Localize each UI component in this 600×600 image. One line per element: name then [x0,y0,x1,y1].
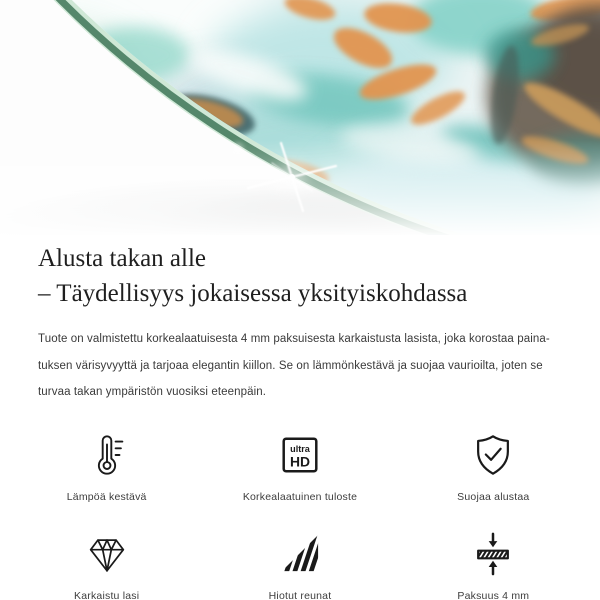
feature-grid [10,432,590,600]
hero-image-container [0,0,600,235]
section-title-line2: – Täydellisyys jokaisessa yksityiskohdassa [38,280,468,307]
section-title-line1: Alusta takan alle [38,245,206,272]
feature-label: Korkealaatuinen tuloste [242,490,358,503]
feature-label: Paksuus 4 mm [457,589,530,600]
shield-check-icon [470,432,516,478]
product-image [0,0,600,235]
feature-heat-resistant [10,432,203,503]
hd-badge-text: HD [289,453,311,469]
feature-tempered-glass [10,531,203,600]
description-paragraph [38,326,580,406]
feature-label: Karkaistu lasi [74,589,140,600]
feature-protects-surface [397,432,590,503]
feature-label: Lämpöä kestävä [66,490,147,503]
feature-label: Suojaa alustaa [457,490,530,503]
diamond-icon [84,531,130,577]
ultra-badge-text: ultra [290,443,310,454]
feature-thickness [397,531,590,600]
polished-edges-icon [277,531,323,577]
section-title [38,241,580,311]
thermometer-icon [84,432,130,478]
feature-polished-edges [203,531,396,600]
description-line1: Tuote on valmistettu korkealaatuisesta 4 mm paksuisesta karkaistusta lasista, joka korostaa paina- [38,333,550,345]
ultra-hd-badge-icon [277,432,323,478]
description-line2: tuksen värisyvyyttä ja tarjoaa elegantin kiillon. Se on lämmönkestävä ja suojaa vaurioilta, joten se [38,359,543,372]
description-line3: turvaa takan ympäristön vuosiksi eteenpäin. [38,386,267,398]
feature-high-quality-print [203,432,396,503]
thickness-icon [470,531,516,577]
feature-label: Hiotut reunat [268,589,332,600]
